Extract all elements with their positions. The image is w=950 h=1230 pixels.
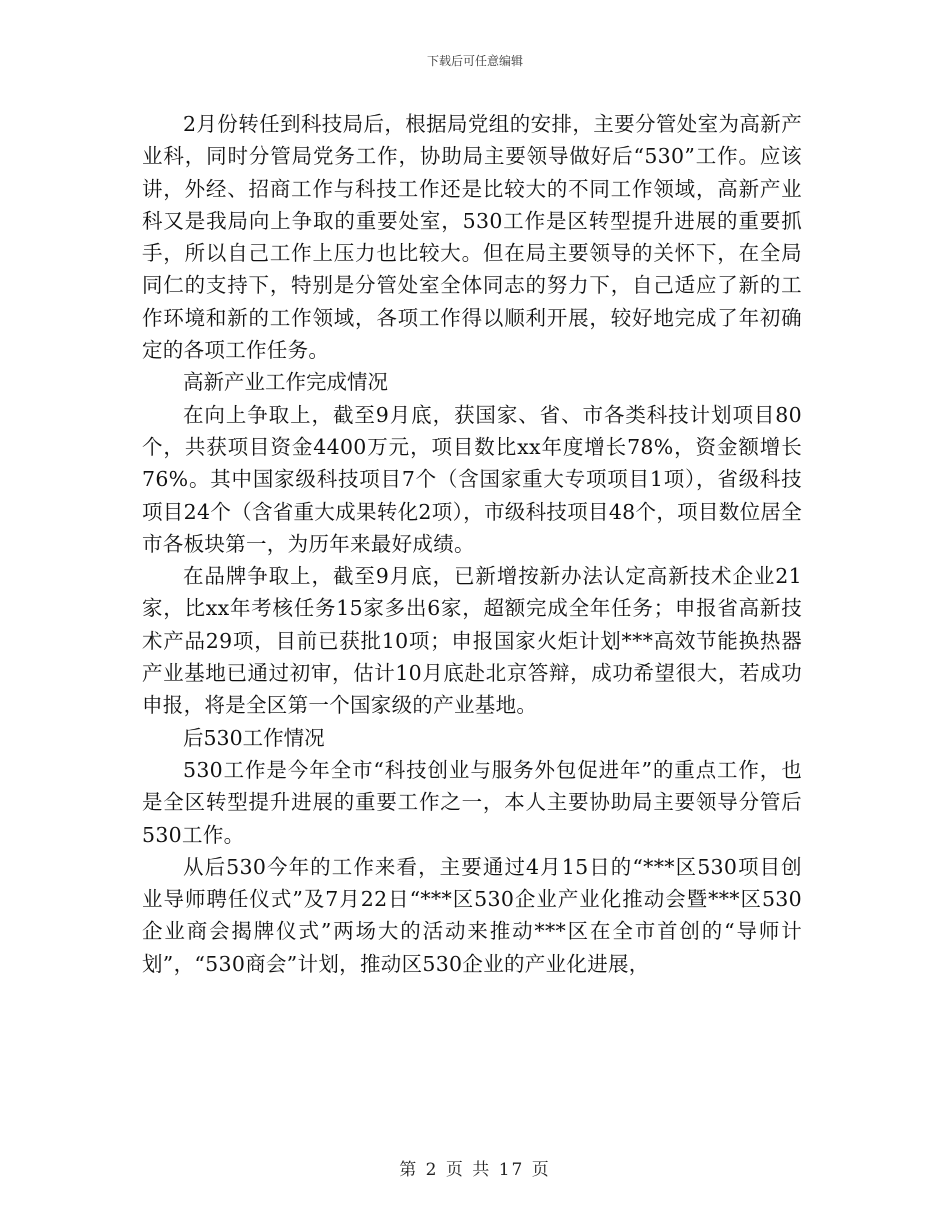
page-header: 下载后可任意编辑	[426, 54, 523, 68]
paragraph-intro: 2月份转任到科技局后，根据局党组的安排，主要分管处室为高新产业科，同时分管局党务工作，协助局主要领导做好后“530”工作。应该讲，外经、招商工作与科技工作还是比较大的不同工作领域，高新产业科又是我局向上争取的重要处室，530工作是区转型提升进展的重要抓手，所以自己工作上压力也比较大。但在局主要领导的关怀下，在全局同仁的支持下，特别是分管处室全体同志的努力下，自己适应了新的工作环境和新的工作领域，各项工作得以顺利开展，较好地完成了年初确定的各项工作任务。	[142, 112, 802, 363]
paragraph-530-activities: 从后530今年的工作来看，主要通过4月15日的“***区530项目创业导师聘任仪式”及7月22日“***区530企业产业化推动会暨***区530企业商会揭牌仪式”两场大的活动来推动***区在全市首创的“导师计划”，“530商会”计划，推动区530企业的产业化进展，	[142, 854, 802, 976]
paragraph-funding: 在向上争取上，截至9月底，获国家、省、市各类科技计划项目80个，共获项目资金4400万元，项目数比xx年度增长78%，资金额增长76%。其中国家级科技项目7个（含国家重大专项项目1项），省级科技项目24个（含省重大成果转化2项），市级科技项目48个，项目数位居全市各板块第一，为历年来最好成绩。	[142, 402, 802, 556]
section-heading-530: 后530工作情况	[183, 725, 325, 750]
paragraph-brand: 在品牌争取上，截至9月底，已新增按新办法认定高新技术企业21家，比xx年考核任务15家多出6家，超额完成全年任务；申报省高新技术产品29项，目前已获批10项；申报国家火炬计划***高效节能换热器产业基地已通过初审，估计10月底赴北京答辩，成功希望很大，若成功申报，将是全区第一个国家级的产业基地。	[142, 564, 802, 718]
page-number: 第 2 页 共 17 页	[399, 1160, 551, 1180]
document-body	[142, 108, 802, 980]
section-heading-high-tech: 高新产业工作完成情况	[183, 370, 388, 395]
paragraph-530-overview: 530工作是今年全市“科技创业与服务外包促进年”的重点工作，也是全区转型提升进展的重要工作之一，本人主要协助局主要领导分管后530工作。	[142, 757, 802, 847]
